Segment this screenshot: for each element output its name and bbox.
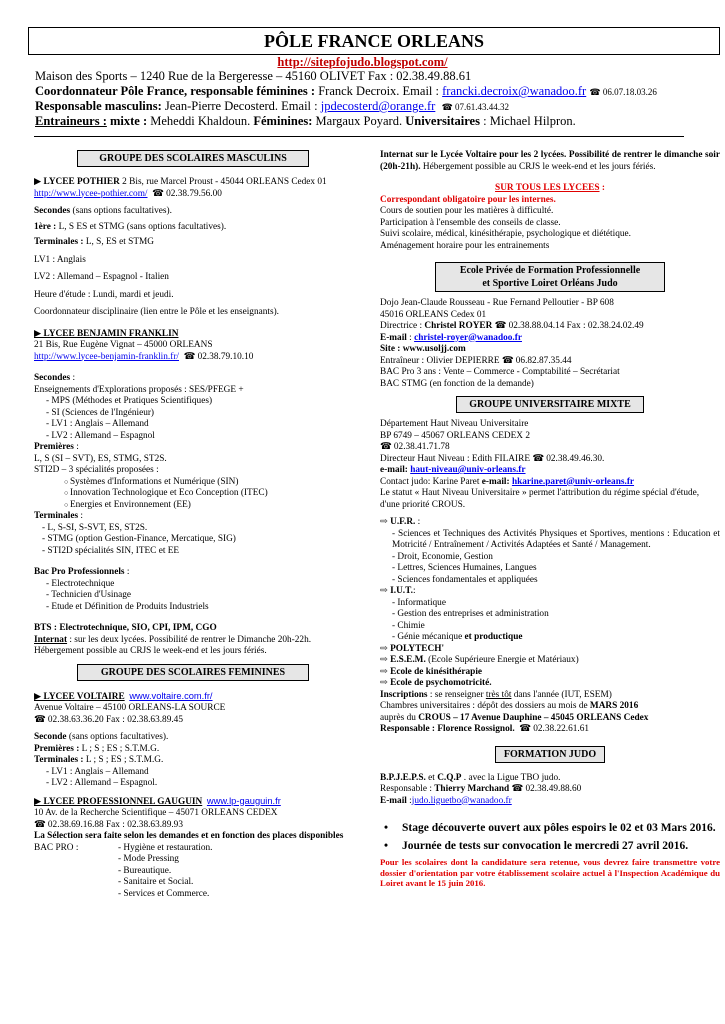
responsable-line: Responsable masculins: Jean-Pierre Decosterd. Email : jpdecosterd@orange.fr ☎ 07.61.43.44.32 <box>35 99 509 115</box>
contact-email-link[interactable]: hkarine.paret@univ-orleans.fr <box>511 476 635 487</box>
franklin-link[interactable]: http://www.lycee-benjamin-franklin.fr/ <box>34 351 180 362</box>
list-item: ○ Energies et Environnement (EE) <box>64 500 352 512</box>
list-item: - Informatique <box>392 598 720 610</box>
list-item: - Etude et Définition de Produits Industriels <box>46 602 352 614</box>
list-item: - Sciences fondamentales et appliquées <box>392 575 720 587</box>
phone-icon: ☎ 02.38.69.16.88 Fax : 02.38.63.89.93 <box>34 820 352 832</box>
univ-email-link[interactable]: haut-niveau@univ-orleans.fr <box>410 465 526 475</box>
coordinator-email-link[interactable]: francki.decroix@wanadoo.fr <box>442 84 587 98</box>
gauguin-name: ▶ LYCEE PROFESSIONNEL GAUGUIN <box>34 796 203 807</box>
voltaire-link[interactable]: www.voltaire.com.fr/ <box>129 690 213 701</box>
list-item: - STI2D spécialités SIN, ITEC et EE <box>42 546 352 558</box>
phone-icon: ☎ 02.38.49.46.30. <box>532 454 604 464</box>
list-item: - LV1 : Anglais – Allemand <box>46 419 352 431</box>
phone-icon: ☎ 02.38.79.10.10 <box>184 352 254 362</box>
list-item: - MPS (Méthodes et Pratiques Scientifiques) <box>46 396 352 408</box>
list-item: - Lettres, Sciences Humaines, Langues <box>392 563 720 575</box>
list-item: - STMG (option Gestion-Finance, Mercatique, SIG) <box>42 534 352 546</box>
franklin-name: ▶ LYCEE BENJAMIN FRANKLIN <box>34 328 179 339</box>
pothier-link[interactable]: http://www.lycee-pothier.com/ <box>34 188 148 199</box>
list-item: - Gestion des entreprises et administration <box>392 609 720 621</box>
responsable-email-link[interactable]: jpdecosterd@orange.fr <box>320 99 436 113</box>
list-item: - Hygiène et restauration. <box>118 842 213 853</box>
blog-link[interactable]: http://sitepfojudo.blogspot.com/ <box>277 55 448 69</box>
list-item: ○ Innovation Technologique et Eco Conception (ITEC) <box>64 488 352 500</box>
list-item: - Sanitaire et Social. <box>118 877 194 887</box>
right-column: Internat sur le Lycée Voltaire pour les 2 lycées. Possibilité de rentrer le dimanche soir (20h-21h). Hébergement possible au CRJS le week-end et les jours fériés. SUR TOUS LES LYCEES : Correspondant obligatoire pour les internes. Cours de soutien pour les matières à difficulté. Participation à l'ensemble des conseils de classe. Suivi scolaire, médical, kinésithérapie, psychologique et diététique. Aménagement horaire pour les entrainements Ecole Privée de Formation Professionnelle et Sportive Loiret Orléans Judo Dojo Jean-Claude Rousseau - Rue Fernand Pelloutier - BP 608 45016 ORLEANS Cedex 01 Directrice : Christel ROYER ☎ 02.38.88.04.14 Fax : 02.38.24.02.49 E-mail : christel-royer@wanadoo.fr Site : www.usoljj.com Entraîneur : Olivier DEPIERRE ☎ 06.82.87.35.44 BAC Pro 3 ans : Vente – Commerce - Comptabilité – Secrétariat BAC STMG (en fonction de la demande) GROUPE UNIVERSITAIRE MIXTE Département Haut Niveau Universitaire BP 6749 – 45067 ORLEANS CEDEX 2 ☎ 02.38.41.71.78 Directeur Haut Niveau : Edith FILAIRE ☎ 02.38.49.46.30. e-mail: haut-niveau@univ-orleans.fr Contact judo: Karine Paret e-mail: hkarine.paret@univ-orleans.fr Le statut « Haut Niveau Universitaire » permet l'attribution du régime spécial d'étude, d'une priorité CROUS. ⇨ U.F.R. : - Sciences et Techniques des Activités Physiques et Sportives, mentions : Education et Motricité / Entraînement / Activités Adaptées et Santé / Management. - Droit, Economie, Gestion - Lettres, Sciences Humaines, Langues - Sciences fondamentales et appliquées ⇨ I.U.T.: - Informatique - Gestion des entreprises et administration - Chimie - Génie mécanique et productique ⇨ POLYTECH' ⇨ E.S.E.M. (Ecole Supérieure Energie et Matériaux) ⇨ Ecole de kinésithérapie ⇨ Ecole de psychomotricité. Inscriptions : se renseigner très tôt dans l'année (IUT, ESEM) Chambres universitaires : dépôt des dossiers au mois de MARS 2016 auprès du CROUS – 17 Avenue Dauphine – 45045 ORLEANS Cedex Responsable : Florence Rossignol. ☎ 02.38.22.61.61 FORMATION JUDO B.P.J.E.P.S. et C.Q.P . avec la Ligue TBO judo. Responsable : Thierry Marchand ☎ 02.38.49.88.60 E-mail :judo.liguetbo@wanadoo.fr • Stage découverte ouvert aux pôles espoirs le 02 et 03 Mars 2016. • Journée de tests sur convocation le mercredi 27 avril 2016. Pour les scolaires dont la candidature sera retenue, vous devrez faire transmettre votre dossier d'orientation par votre établissement scolaire actuel à l'Inspection Académique du Loiret avant le 15 juin 2016. <box>380 150 720 889</box>
list-item: - Bureautique. <box>118 865 172 876</box>
list-item: - LV2 : Allemand – Espagnol. <box>46 778 352 790</box>
judo-email-link[interactable]: judo.liguetbo@wanadoo.fr <box>411 795 512 806</box>
phone-icon: ☎ 02.38.63.36.20 Fax : 02.38.63.89.45 <box>34 715 352 727</box>
voltaire-name: ▶ LYCEE VOLTAIRE <box>34 691 125 702</box>
divider <box>34 136 684 137</box>
phone-icon: ☎ 02.38.22.61.61 <box>519 724 589 734</box>
ecole-email-link[interactable]: christel-royer@wanadoo.fr <box>414 332 522 343</box>
list-item: - Génie mécanique et productique <box>392 632 720 644</box>
left-column: GROUPE DES SCOLAIRES MASCULINS ▶ LYCEE POTHIER 2 Bis, rue Marcel Proust - 45044 ORLEANS Cedex 01 http://www.lycee-pothier.com/ ☎ 02.38.79.56.00 Secondes (sans options facultatives). 1ère : L, S ES et STMG (sans options facultatives). Terminales : L, S, ES et STMG LV1 : Anglais LV2 : Allemand – Espagnol - Italien Heure d'étude : Lundi, mardi et jeudi. Coordonnateur disciplinaire (lien entre le Pôle et les enseignants). ▶ LYCEE BENJAMIN FRANKLIN 21 Bis, Rue Eugène Vignat – 45000 ORLEANS http://www.lycee-benjamin-franklin.fr/ ☎ 02.38.79.10.10 Secondes : Enseignements d'Explorations proposés : SES/PFEGE + - MPS (Méthodes et Pratiques Scientifiques) - SI (Sciences de l'Ingénieur) - LV1 : Anglais – Allemand - LV2 : Allemand – Espagnol Premières : L, S (SI – SVT), ES, STMG, ST2S. STI2D – 3 spécialités proposées : ○ Systèmes d'Informations et Numérique (SIN) ○ Innovation Technologique et Eco Conception (ITEC) ○ Energies et Environnement (EE) Terminales : - L, S-SI, S-SVT, ES, ST2S. - STMG (option Gestion-Finance, Mercatique, SIG) - STI2D spécialités SIN, ITEC et EE Bac Pro Professionnels : - Electrotechnique - Technicien d'Usinage - Etude et Définition de Produits Industriels BTS : Electrotechnique, SIO, CPI, IPM, CGO Internat : sur les deux lycées. Possibilité de rentrer le Dimanche 20h-22h. Hébergement possible au CRJS le week-end et les jours fériés. GROUPE DES SCOLAIRES FEMININES ▶ LYCEE VOLTAIRE www.voltaire.com.fr/ Avenue Voltaire – 45100 ORLEANS-LA SOURCE ☎ 02.38.63.36.20 Fax : 02.38.63.89.45 Seconde (sans options facultatives). Premières : L ; S ; ES ; S.T.M.G. Terminales : L ; S ; ES ; S.T.M.G. - LV1 : Anglais – Allemand - LV2 : Allemand – Espagnol. ▶ LYCEE PROFESSIONNEL GAUGUIN www.lp-gauguin.fr 10 Av. de la Recherche Scientifique – 45071 ORLEANS CEDEX ☎ 02.38.69.16.88 Fax : 02.38.63.89.93 La Sélection sera faite selon les demandes et en fonction des places disponibles BAC PRO : - Hygiène et restauration. - Mode Pressing - Bureautique. - Sanitaire et Social. - Services et Commerce. <box>34 150 352 900</box>
gauguin-link[interactable]: www.lp-gauguin.fr <box>206 795 281 806</box>
section-title-feminines: GROUPE DES SCOLAIRES FEMININES <box>77 664 309 681</box>
section-title-masculins: GROUPE DES SCOLAIRES MASCULINS <box>77 150 309 167</box>
list-item: - SI (Sciences de l'Ingénieur) <box>46 408 352 420</box>
section-title-universitaire: GROUPE UNIVERSITAIRE MIXTE <box>456 396 644 413</box>
list-item: - LV2 : Allemand – Espagnol <box>46 431 352 443</box>
list-item: - Sciences et Techniques des Activités Physiques et Sportives, mentions : Education et Motricité / Entraînement / Activités Adaptées et Santé / Management. <box>392 529 720 552</box>
section-title-ecole: Ecole Privée de Formation Professionnelle et Sportive Loiret Orléans Judo <box>435 262 665 292</box>
trainers-line: Entraineurs : mixte : Meheddi Khaldoun. Féminines: Margaux Poyard. Universitaires : Michael Hilpron. <box>35 114 576 128</box>
phone-icon: ☎ 02.38.49.88.60 <box>512 784 582 794</box>
phone-icon: ☎ 02.38.41.71.78 <box>380 442 720 454</box>
address-line: Maison des Sports – 1240 Rue de la Bergeresse – 45160 OLIVET Fax : 02.38.49.88.61 <box>35 69 472 83</box>
page-title: PÔLE FRANCE ORLEANS <box>28 27 720 55</box>
final-note: Pour les scolaires dont la candidature sera retenue, vous devrez faire transmettre votre dossier d'orientation par votre établissement scolaire actuel à l'Inspection Académique du Loiret avant le 15 juin 2016. <box>380 857 720 888</box>
list-item: - Chimie <box>392 621 720 633</box>
list-item: - Technicien d'Usinage <box>46 590 352 602</box>
phone-icon: ☎ 07.61.43.44.32 <box>442 102 509 112</box>
list-item: - Droit, Economie, Gestion <box>392 552 720 564</box>
phone-icon: ☎ 02.38.79.56.00 <box>152 189 222 199</box>
list-item: • Stage découverte ouvert aux pôles espoirs le 02 et 03 Mars 2016. <box>380 821 720 835</box>
list-item: - LV1 : Anglais – Allemand <box>46 767 352 779</box>
phone-icon: ☎ 06.82.87.35.44 <box>502 356 572 366</box>
phone-icon: ☎ 06.07.18.03.26 <box>589 87 656 97</box>
list-item: - Mode Pressing <box>118 854 179 864</box>
list-item: - Electrotechnique <box>46 579 352 591</box>
phone-icon: ☎ 02.38.88.04.14 Fax : 02.38.24.02.49 <box>495 321 644 331</box>
section-title-judo: FORMATION JUDO <box>495 746 605 763</box>
list-item: - L, S-SI, S-SVT, ES, ST2S. <box>42 523 352 535</box>
coordinator-line: Coordonnateur Pôle France, responsable féminines : Franck Decroix. Email : francki.decroix@wanadoo.fr ☎ 06.07.18.03.26 <box>35 84 657 100</box>
list-item: - Services et Commerce. <box>118 888 210 899</box>
list-item: ○ Systèmes d'Informations et Numérique (SIN) <box>64 477 352 489</box>
pothier-block: ▶ LYCEE POTHIER 2 Bis, rue Marcel Proust - 45044 ORLEANS Cedex 01 http://www.lycee-pothier.com/ ☎ 02.38.79.56.00 <box>34 177 352 200</box>
list-item: • Journée de tests sur convocation le mercredi 27 avril 2016. <box>380 839 720 853</box>
